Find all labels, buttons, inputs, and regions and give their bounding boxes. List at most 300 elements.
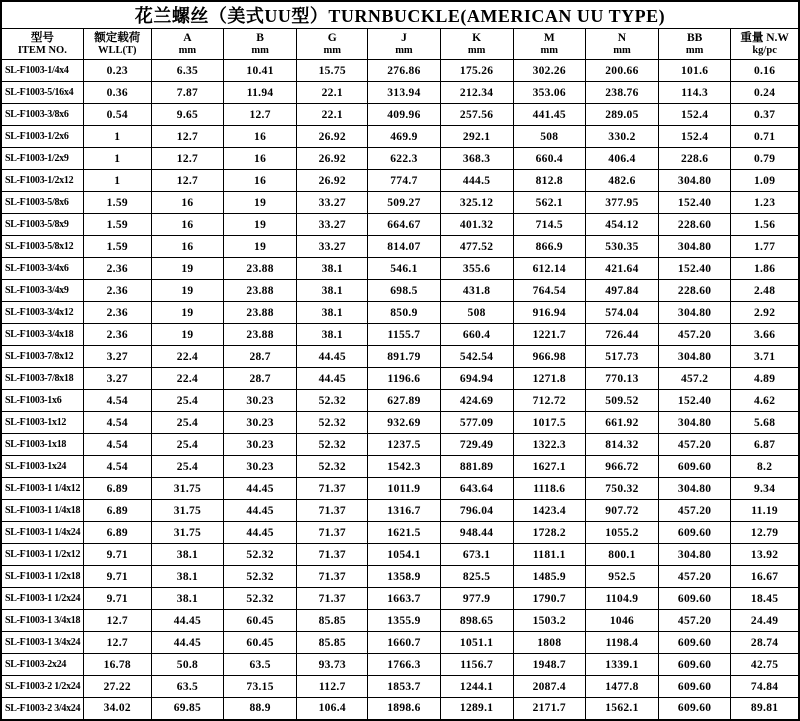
item-no-cell: SL-F1003-1 1/4x24 bbox=[1, 522, 83, 544]
value-cell: 212.34 bbox=[440, 82, 513, 104]
value-cell: 796.04 bbox=[440, 500, 513, 522]
value-cell: 0.79 bbox=[731, 148, 799, 170]
value-cell: 12.79 bbox=[731, 522, 799, 544]
value-cell: 112.7 bbox=[297, 676, 368, 698]
value-cell: 627.89 bbox=[368, 390, 440, 412]
value-cell: 106.4 bbox=[297, 698, 368, 720]
value-cell: 4.54 bbox=[83, 412, 151, 434]
column-header-line1: BB bbox=[686, 31, 703, 44]
value-cell: 3.27 bbox=[83, 368, 151, 390]
value-cell: 454.12 bbox=[585, 214, 658, 236]
value-cell: 38.1 bbox=[297, 324, 368, 346]
value-cell: 1423.4 bbox=[513, 500, 585, 522]
value-cell: 1237.5 bbox=[368, 434, 440, 456]
value-cell: 1503.2 bbox=[513, 610, 585, 632]
value-cell: 16 bbox=[151, 214, 223, 236]
value-cell: 1244.1 bbox=[440, 676, 513, 698]
value-cell: 1118.6 bbox=[513, 478, 585, 500]
value-cell: 19 bbox=[151, 302, 223, 324]
value-cell: 63.5 bbox=[151, 676, 223, 698]
value-cell: 850.9 bbox=[368, 302, 440, 324]
table-row bbox=[1, 258, 799, 280]
value-cell: 71.37 bbox=[297, 500, 368, 522]
value-cell: 509.52 bbox=[585, 390, 658, 412]
item-no-cell: SL-F1003-7/8x12 bbox=[1, 346, 83, 368]
value-cell: 16 bbox=[224, 126, 297, 148]
column-header-a bbox=[151, 29, 223, 60]
value-cell: 228.60 bbox=[659, 214, 731, 236]
item-no-cell: SL-F1003-1x6 bbox=[1, 390, 83, 412]
column-header-line2: ITEM NO. bbox=[17, 44, 67, 56]
column-header-n bbox=[585, 29, 658, 60]
value-cell: 444.5 bbox=[440, 170, 513, 192]
value-cell: 2.36 bbox=[83, 302, 151, 324]
value-cell: 50.8 bbox=[151, 654, 223, 676]
value-cell: 726.44 bbox=[585, 324, 658, 346]
value-cell: 38.1 bbox=[297, 302, 368, 324]
value-cell: 19 bbox=[151, 280, 223, 302]
item-no-cell: SL-F1003-1 1/2x18 bbox=[1, 566, 83, 588]
value-cell: 24.49 bbox=[731, 610, 799, 632]
table-row bbox=[1, 170, 799, 192]
value-cell: 175.26 bbox=[440, 60, 513, 82]
value-cell: 30.23 bbox=[224, 434, 297, 456]
item-no-cell: SL-F1003-2 3/4x24 bbox=[1, 698, 83, 720]
value-cell: 16 bbox=[151, 192, 223, 214]
value-cell: 26.92 bbox=[297, 170, 368, 192]
value-cell: 89.81 bbox=[731, 698, 799, 720]
value-cell: 2171.7 bbox=[513, 698, 585, 720]
value-cell: 73.15 bbox=[224, 676, 297, 698]
value-cell: 9.71 bbox=[83, 566, 151, 588]
table-row bbox=[1, 324, 799, 346]
value-cell: 228.60 bbox=[659, 280, 731, 302]
value-cell: 26.92 bbox=[297, 148, 368, 170]
table-body bbox=[1, 60, 799, 720]
value-cell: 1011.9 bbox=[368, 478, 440, 500]
value-cell: 4.89 bbox=[731, 368, 799, 390]
value-cell: 966.98 bbox=[513, 346, 585, 368]
value-cell: 28.74 bbox=[731, 632, 799, 654]
value-cell: 12.7 bbox=[83, 610, 151, 632]
value-cell: 330.2 bbox=[585, 126, 658, 148]
value-cell: 1728.2 bbox=[513, 522, 585, 544]
column-header-line1: G bbox=[327, 31, 337, 44]
value-cell: 12.7 bbox=[151, 170, 223, 192]
value-cell: 85.85 bbox=[297, 632, 368, 654]
value-cell: 313.94 bbox=[368, 82, 440, 104]
value-cell: 457.20 bbox=[659, 566, 731, 588]
value-cell: 609.60 bbox=[659, 698, 731, 720]
value-cell: 304.80 bbox=[659, 302, 731, 324]
value-cell: 1 bbox=[83, 126, 151, 148]
value-cell: 19 bbox=[151, 324, 223, 346]
value-cell: 353.06 bbox=[513, 82, 585, 104]
table-row bbox=[1, 302, 799, 324]
value-cell: 44.45 bbox=[224, 500, 297, 522]
item-no-cell: SL-F1003-2x24 bbox=[1, 654, 83, 676]
value-cell: 1853.7 bbox=[368, 676, 440, 698]
value-cell: 52.32 bbox=[224, 544, 297, 566]
column-header-j bbox=[368, 29, 440, 60]
value-cell: 3.66 bbox=[731, 324, 799, 346]
value-cell: 825.5 bbox=[440, 566, 513, 588]
column-header-line1: 重量 N.W bbox=[740, 31, 789, 44]
value-cell: 52.32 bbox=[297, 390, 368, 412]
item-no-cell: SL-F1003-3/4x12 bbox=[1, 302, 83, 324]
value-cell: 457.2 bbox=[659, 368, 731, 390]
value-cell: 2.92 bbox=[731, 302, 799, 324]
column-header-weight bbox=[731, 29, 799, 60]
column-header-line2: mm bbox=[251, 44, 269, 56]
value-cell: 52.32 bbox=[224, 566, 297, 588]
item-no-cell: SL-F1003-1/2x12 bbox=[1, 170, 83, 192]
value-cell: 673.1 bbox=[440, 544, 513, 566]
value-cell: 85.85 bbox=[297, 610, 368, 632]
value-cell: 966.72 bbox=[585, 456, 658, 478]
value-cell: 660.4 bbox=[513, 148, 585, 170]
value-cell: 898.65 bbox=[440, 610, 513, 632]
value-cell: 5.68 bbox=[731, 412, 799, 434]
value-cell: 15.75 bbox=[297, 60, 368, 82]
value-cell: 28.7 bbox=[224, 346, 297, 368]
table-row bbox=[1, 368, 799, 390]
value-cell: 1660.7 bbox=[368, 632, 440, 654]
value-cell: 44.45 bbox=[297, 368, 368, 390]
table-row bbox=[1, 192, 799, 214]
value-cell: 228.6 bbox=[659, 148, 731, 170]
value-cell: 289.05 bbox=[585, 104, 658, 126]
column-header-line2: mm bbox=[323, 44, 342, 56]
value-cell: 3.27 bbox=[83, 346, 151, 368]
value-cell: 1104.9 bbox=[585, 588, 658, 610]
value-cell: 424.69 bbox=[440, 390, 513, 412]
item-no-cell: SL-F1003-1x24 bbox=[1, 456, 83, 478]
value-cell: 881.89 bbox=[440, 456, 513, 478]
value-cell: 609.60 bbox=[659, 588, 731, 610]
value-cell: 694.94 bbox=[440, 368, 513, 390]
value-cell: 52.32 bbox=[297, 412, 368, 434]
item-no-cell: SL-F1003-1 3/4x24 bbox=[1, 632, 83, 654]
value-cell: 0.54 bbox=[83, 104, 151, 126]
item-no-cell: SL-F1003-1/2x6 bbox=[1, 126, 83, 148]
value-cell: 19 bbox=[151, 258, 223, 280]
value-cell: 1766.3 bbox=[368, 654, 440, 676]
column-header-line1: N bbox=[617, 31, 627, 44]
value-cell: 508 bbox=[513, 126, 585, 148]
value-cell: 712.72 bbox=[513, 390, 585, 412]
value-cell: 0.24 bbox=[731, 82, 799, 104]
value-cell: 948.44 bbox=[440, 522, 513, 544]
value-cell: 302.26 bbox=[513, 60, 585, 82]
item-no-cell: SL-F1003-5/16x4 bbox=[1, 82, 83, 104]
column-header-line2: mm bbox=[395, 44, 413, 56]
column-header-line2: mm bbox=[178, 44, 197, 56]
value-cell: 866.9 bbox=[513, 236, 585, 258]
value-cell: 304.80 bbox=[659, 478, 731, 500]
value-cell: 1.77 bbox=[731, 236, 799, 258]
value-cell: 2.48 bbox=[731, 280, 799, 302]
value-cell: 1271.8 bbox=[513, 368, 585, 390]
table-row bbox=[1, 434, 799, 456]
item-no-cell: SL-F1003-3/4x9 bbox=[1, 280, 83, 302]
value-cell: 38.1 bbox=[151, 566, 223, 588]
table-row bbox=[1, 610, 799, 632]
value-cell: 12.7 bbox=[224, 104, 297, 126]
value-cell: 368.3 bbox=[440, 148, 513, 170]
value-cell: 1156.7 bbox=[440, 654, 513, 676]
column-header-line2: mm bbox=[467, 44, 486, 56]
value-cell: 44.45 bbox=[151, 610, 223, 632]
value-cell: 152.40 bbox=[659, 192, 731, 214]
value-cell: 1485.9 bbox=[513, 566, 585, 588]
value-cell: 0.16 bbox=[731, 60, 799, 82]
value-cell: 698.5 bbox=[368, 280, 440, 302]
value-cell: 1196.6 bbox=[368, 368, 440, 390]
value-cell: 71.37 bbox=[297, 478, 368, 500]
value-cell: 11.94 bbox=[224, 82, 297, 104]
value-cell: 200.66 bbox=[585, 60, 658, 82]
value-cell: 1316.7 bbox=[368, 500, 440, 522]
column-header-line1: A bbox=[183, 31, 192, 44]
value-cell: 406.4 bbox=[585, 148, 658, 170]
value-cell: 1.23 bbox=[731, 192, 799, 214]
value-cell: 377.95 bbox=[585, 192, 658, 214]
value-cell: 643.64 bbox=[440, 478, 513, 500]
value-cell: 4.54 bbox=[83, 456, 151, 478]
value-cell: 63.5 bbox=[224, 654, 297, 676]
value-cell: 401.32 bbox=[440, 214, 513, 236]
item-no-cell: SL-F1003-5/8x9 bbox=[1, 214, 83, 236]
value-cell: 23.88 bbox=[224, 302, 297, 324]
item-no-cell: SL-F1003-3/4x6 bbox=[1, 258, 83, 280]
value-cell: 71.37 bbox=[297, 566, 368, 588]
value-cell: 74.84 bbox=[731, 676, 799, 698]
column-header-line1: M bbox=[543, 31, 555, 44]
value-cell: 23.88 bbox=[224, 280, 297, 302]
value-cell: 11.19 bbox=[731, 500, 799, 522]
column-header-m bbox=[513, 29, 585, 60]
value-cell: 477.52 bbox=[440, 236, 513, 258]
item-no-cell: SL-F1003-7/8x18 bbox=[1, 368, 83, 390]
value-cell: 1355.9 bbox=[368, 610, 440, 632]
value-cell: 457.20 bbox=[659, 324, 731, 346]
table-row bbox=[1, 698, 799, 720]
value-cell: 1898.6 bbox=[368, 698, 440, 720]
value-cell: 9.65 bbox=[151, 104, 223, 126]
value-cell: 4.62 bbox=[731, 390, 799, 412]
table-row bbox=[1, 214, 799, 236]
value-cell: 38.1 bbox=[151, 544, 223, 566]
column-header-line2: kg/pc bbox=[752, 44, 777, 56]
value-cell: 764.54 bbox=[513, 280, 585, 302]
value-cell: 38.1 bbox=[297, 258, 368, 280]
value-cell: 6.87 bbox=[731, 434, 799, 456]
value-cell: 517.73 bbox=[585, 346, 658, 368]
table-row bbox=[1, 346, 799, 368]
value-cell: 71.37 bbox=[297, 588, 368, 610]
value-cell: 609.60 bbox=[659, 632, 731, 654]
value-cell: 325.12 bbox=[440, 192, 513, 214]
value-cell: 1 bbox=[83, 170, 151, 192]
value-cell: 9.71 bbox=[83, 588, 151, 610]
value-cell: 469.9 bbox=[368, 126, 440, 148]
value-cell: 1358.9 bbox=[368, 566, 440, 588]
value-cell: 1477.8 bbox=[585, 676, 658, 698]
item-no-cell: SL-F1003-1 1/2x24 bbox=[1, 588, 83, 610]
value-cell: 1542.3 bbox=[368, 456, 440, 478]
value-cell: 257.56 bbox=[440, 104, 513, 126]
value-cell: 609.60 bbox=[659, 456, 731, 478]
value-cell: 33.27 bbox=[297, 214, 368, 236]
item-no-cell: SL-F1003-1 3/4x18 bbox=[1, 610, 83, 632]
value-cell: 152.40 bbox=[659, 390, 731, 412]
value-cell: 1.09 bbox=[731, 170, 799, 192]
value-cell: 8.2 bbox=[731, 456, 799, 478]
value-cell: 729.49 bbox=[440, 434, 513, 456]
value-cell: 16.67 bbox=[731, 566, 799, 588]
value-cell: 25.4 bbox=[151, 456, 223, 478]
value-cell: 409.96 bbox=[368, 104, 440, 126]
value-cell: 152.40 bbox=[659, 258, 731, 280]
column-header-line2: WLL(T) bbox=[98, 44, 137, 56]
value-cell: 1181.1 bbox=[513, 544, 585, 566]
column-header-line1: B bbox=[256, 31, 264, 44]
value-cell: 1322.3 bbox=[513, 434, 585, 456]
value-cell: 622.3 bbox=[368, 148, 440, 170]
value-cell: 42.75 bbox=[731, 654, 799, 676]
value-cell: 891.79 bbox=[368, 346, 440, 368]
value-cell: 33.27 bbox=[297, 192, 368, 214]
value-cell: 932.69 bbox=[368, 412, 440, 434]
table-row bbox=[1, 60, 799, 82]
value-cell: 19 bbox=[224, 236, 297, 258]
value-cell: 1790.7 bbox=[513, 588, 585, 610]
value-cell: 441.45 bbox=[513, 104, 585, 126]
value-cell: 4.54 bbox=[83, 434, 151, 456]
item-no-cell: SL-F1003-1 1/4x12 bbox=[1, 478, 83, 500]
column-header-line2: mm bbox=[613, 44, 631, 56]
value-cell: 152.4 bbox=[659, 104, 731, 126]
value-cell: 38.1 bbox=[297, 280, 368, 302]
value-cell: 23.88 bbox=[224, 258, 297, 280]
value-cell: 1339.1 bbox=[585, 654, 658, 676]
value-cell: 574.04 bbox=[585, 302, 658, 324]
value-cell: 497.84 bbox=[585, 280, 658, 302]
column-header-bb bbox=[659, 29, 731, 60]
table-row bbox=[1, 632, 799, 654]
value-cell: 60.45 bbox=[224, 632, 297, 654]
value-cell: 1.59 bbox=[83, 236, 151, 258]
value-cell: 609.60 bbox=[659, 522, 731, 544]
value-cell: 2.36 bbox=[83, 280, 151, 302]
value-cell: 16 bbox=[224, 170, 297, 192]
value-cell: 770.13 bbox=[585, 368, 658, 390]
value-cell: 19 bbox=[224, 192, 297, 214]
value-cell: 750.32 bbox=[585, 478, 658, 500]
value-cell: 577.09 bbox=[440, 412, 513, 434]
value-cell: 16.78 bbox=[83, 654, 151, 676]
item-no-cell: SL-F1003-1x12 bbox=[1, 412, 83, 434]
value-cell: 304.80 bbox=[659, 346, 731, 368]
value-cell: 12.7 bbox=[151, 148, 223, 170]
value-cell: 612.14 bbox=[513, 258, 585, 280]
value-cell: 0.37 bbox=[731, 104, 799, 126]
item-no-cell: SL-F1003-1 1/2x12 bbox=[1, 544, 83, 566]
value-cell: 916.94 bbox=[513, 302, 585, 324]
value-cell: 6.89 bbox=[83, 522, 151, 544]
value-cell: 31.75 bbox=[151, 500, 223, 522]
table-row bbox=[1, 676, 799, 698]
value-cell: 16 bbox=[224, 148, 297, 170]
value-cell: 530.35 bbox=[585, 236, 658, 258]
value-cell: 3.71 bbox=[731, 346, 799, 368]
value-cell: 18.45 bbox=[731, 588, 799, 610]
value-cell: 1 bbox=[83, 148, 151, 170]
value-cell: 152.4 bbox=[659, 126, 731, 148]
value-cell: 814.32 bbox=[585, 434, 658, 456]
value-cell: 292.1 bbox=[440, 126, 513, 148]
table-row bbox=[1, 104, 799, 126]
value-cell: 977.9 bbox=[440, 588, 513, 610]
value-cell: 9.34 bbox=[731, 478, 799, 500]
value-cell: 1055.2 bbox=[585, 522, 658, 544]
item-no-cell: SL-F1003-1x18 bbox=[1, 434, 83, 456]
column-header-g bbox=[297, 29, 368, 60]
value-cell: 71.37 bbox=[297, 544, 368, 566]
value-cell: 16 bbox=[151, 236, 223, 258]
value-cell: 22.4 bbox=[151, 346, 223, 368]
value-cell: 34.02 bbox=[83, 698, 151, 720]
value-cell: 1017.5 bbox=[513, 412, 585, 434]
item-no-cell: SL-F1003-5/8x12 bbox=[1, 236, 83, 258]
value-cell: 1.59 bbox=[83, 214, 151, 236]
column-header-k bbox=[440, 29, 513, 60]
value-cell: 33.27 bbox=[297, 236, 368, 258]
value-cell: 421.64 bbox=[585, 258, 658, 280]
value-cell: 19 bbox=[224, 214, 297, 236]
value-cell: 93.73 bbox=[297, 654, 368, 676]
value-cell: 0.71 bbox=[731, 126, 799, 148]
value-cell: 2.36 bbox=[83, 324, 151, 346]
value-cell: 30.23 bbox=[224, 456, 297, 478]
table-row bbox=[1, 390, 799, 412]
value-cell: 13.92 bbox=[731, 544, 799, 566]
value-cell: 1808 bbox=[513, 632, 585, 654]
value-cell: 38.1 bbox=[151, 588, 223, 610]
value-cell: 1627.1 bbox=[513, 456, 585, 478]
table-row bbox=[1, 588, 799, 610]
value-cell: 7.87 bbox=[151, 82, 223, 104]
value-cell: 1663.7 bbox=[368, 588, 440, 610]
value-cell: 482.6 bbox=[585, 170, 658, 192]
table-row bbox=[1, 412, 799, 434]
value-cell: 1221.7 bbox=[513, 324, 585, 346]
value-cell: 88.9 bbox=[224, 698, 297, 720]
value-cell: 431.8 bbox=[440, 280, 513, 302]
value-cell: 31.75 bbox=[151, 478, 223, 500]
value-cell: 12.7 bbox=[151, 126, 223, 148]
value-cell: 52.32 bbox=[297, 456, 368, 478]
value-cell: 800.1 bbox=[585, 544, 658, 566]
value-cell: 1948.7 bbox=[513, 654, 585, 676]
value-cell: 4.54 bbox=[83, 390, 151, 412]
value-cell: 6.89 bbox=[83, 478, 151, 500]
value-cell: 661.92 bbox=[585, 412, 658, 434]
value-cell: 457.20 bbox=[659, 610, 731, 632]
value-cell: 1054.1 bbox=[368, 544, 440, 566]
value-cell: 1046 bbox=[585, 610, 658, 632]
